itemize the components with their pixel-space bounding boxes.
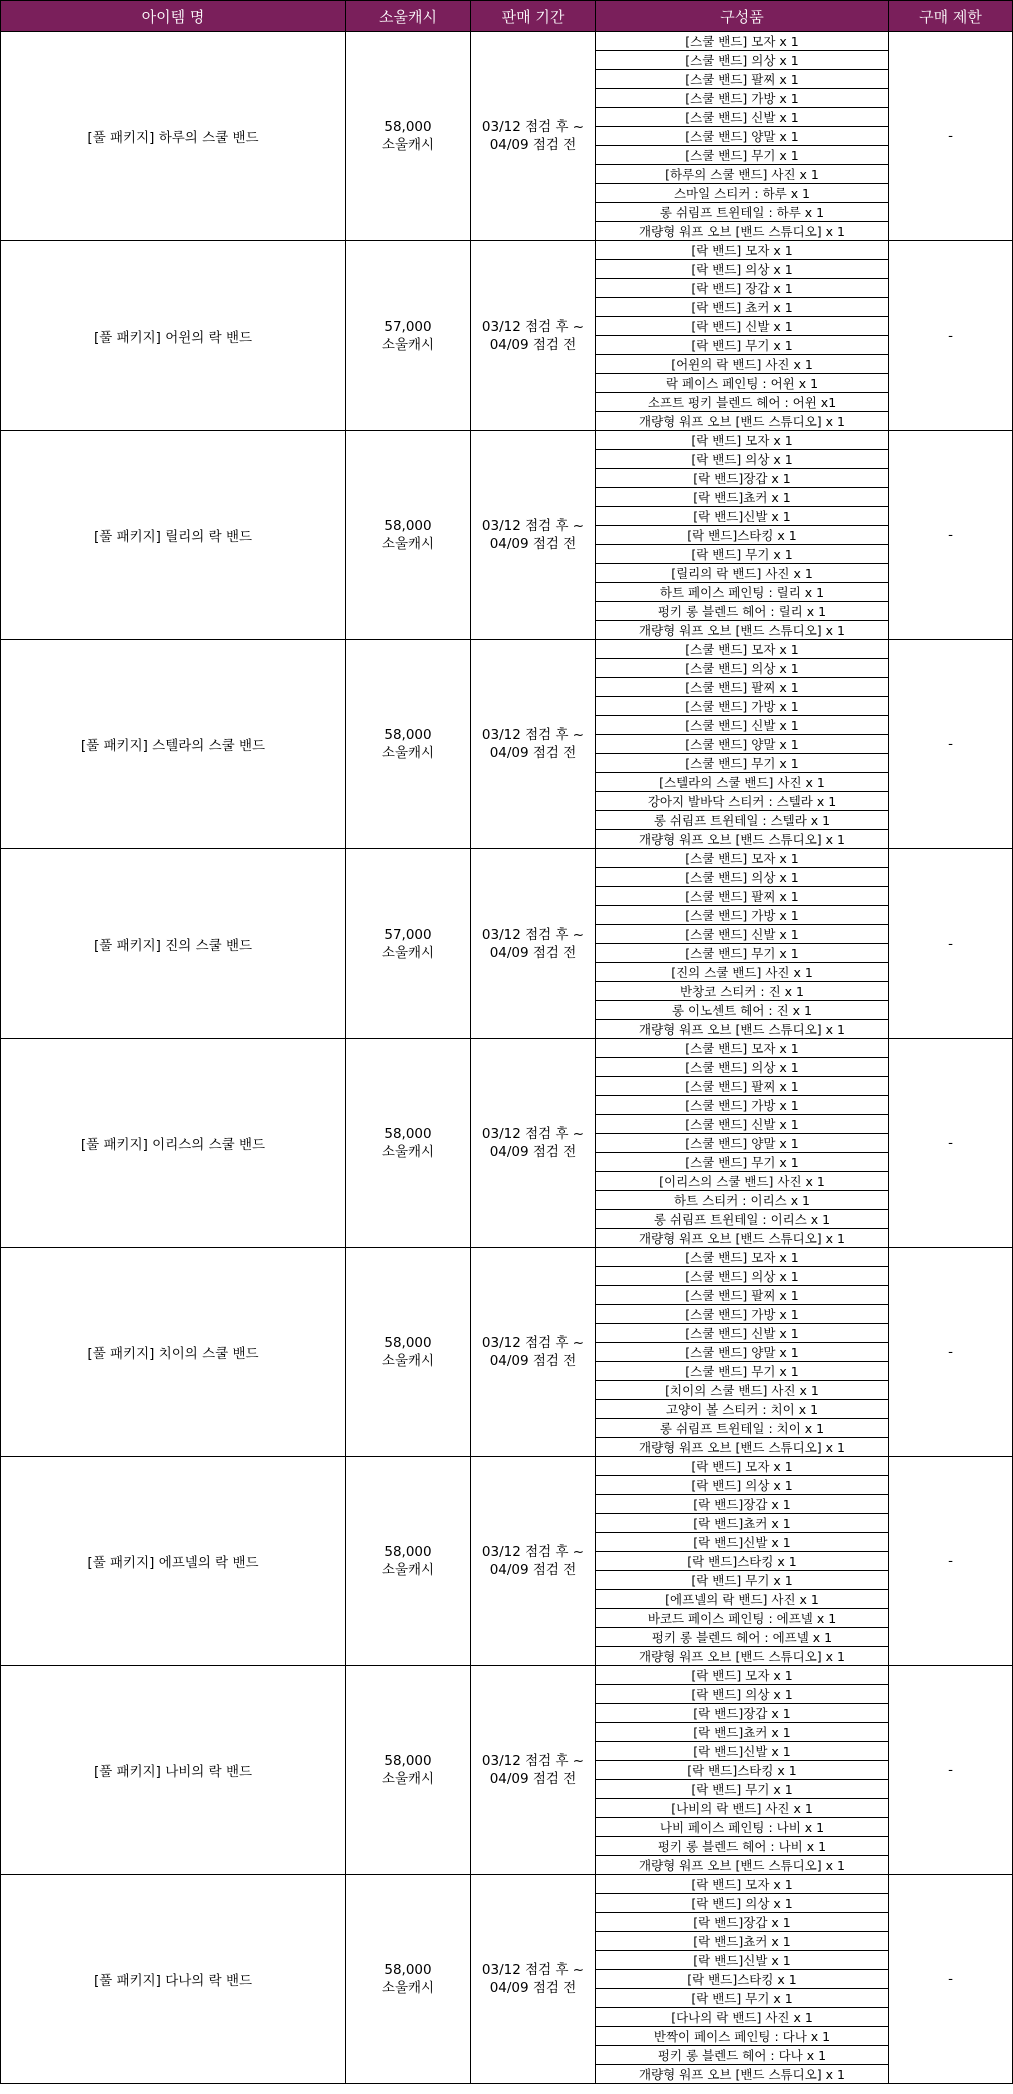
component-item: [어윈의 락 밴드] 사진 x 1 <box>596 355 889 374</box>
component-item: 고양이 볼 스티커 : 치이 x 1 <box>596 1400 889 1419</box>
component-item: [스쿨 밴드] 신발 x 1 <box>596 108 889 127</box>
package-currency: 소울캐시 <box>381 536 435 552</box>
component-item: [락 밴드] 모자 x 1 <box>596 431 889 450</box>
component-item: [스쿨 밴드] 팔찌 x 1 <box>596 887 889 906</box>
package-price-cell <box>346 1875 471 2084</box>
package-name: [풀 패키지] 이리스의 스쿨 밴드 <box>1 1039 346 1248</box>
component-item: [스쿨 밴드] 가방 x 1 <box>596 89 889 108</box>
package-price: 58,000 <box>384 1335 432 1351</box>
purchase-limit: - <box>889 1875 1013 2084</box>
period-end: 04/09 점검 전 <box>489 944 577 961</box>
component-item: [락 밴드]쵸커 x 1 <box>596 1514 889 1533</box>
package-currency: 소울캐시 <box>381 1771 435 1787</box>
header-purchase-limit: 구매 제한 <box>889 1 1013 32</box>
component-item: [스쿨 밴드] 의상 x 1 <box>596 1267 889 1286</box>
component-item: [스쿨 밴드] 무기 x 1 <box>596 754 889 773</box>
header-soul-cash: 소울캐시 <box>346 1 471 32</box>
component-item: [릴리의 락 밴드] 사진 x 1 <box>596 564 889 583</box>
component-item: 롱 이노센트 헤어 : 진 x 1 <box>596 1001 889 1020</box>
package-currency: 소울캐시 <box>381 1144 435 1160</box>
package-currency: 소울캐시 <box>381 137 435 153</box>
table-row <box>1 241 1013 260</box>
purchase-limit: - <box>889 1666 1013 1875</box>
table-row <box>1 1248 1013 1267</box>
purchase-limit: - <box>889 1248 1013 1457</box>
period-end: 04/09 점검 전 <box>489 1980 577 1996</box>
component-item: 개량형 워프 오브 [밴드 스튜디오] x 1 <box>596 830 889 849</box>
package-price: 58,000 <box>384 727 432 743</box>
package-period-cell <box>471 431 596 640</box>
component-item: [스쿨 밴드] 팔찌 x 1 <box>596 1286 889 1305</box>
package-price-cell <box>346 1039 471 1248</box>
component-item: [이리스의 스쿨 밴드] 사진 x 1 <box>596 1172 889 1191</box>
component-item: [스쿨 밴드] 무기 x 1 <box>596 944 889 963</box>
package-price: 58,000 <box>384 1126 432 1142</box>
component-item: 펑키 롱 블렌드 헤어 : 다나 x 1 <box>596 2046 889 2065</box>
package-price: 58,000 <box>384 119 432 135</box>
component-item: [스쿨 밴드] 팔찌 x 1 <box>596 678 889 697</box>
component-item: [스쿨 밴드] 모자 x 1 <box>596 640 889 659</box>
period-start: 03/12 점검 후 ~ <box>481 1335 585 1351</box>
component-item: 펑키 롱 블렌드 헤어 : 릴리 x 1 <box>596 602 889 621</box>
package-name: [풀 패키지] 릴리의 락 밴드 <box>1 431 346 640</box>
component-item: [락 밴드] 의상 x 1 <box>596 1476 889 1495</box>
component-item: [락 밴드]스타킹 x 1 <box>596 1970 889 1989</box>
component-item: [락 밴드] 쵸커 x 1 <box>596 298 889 317</box>
component-item: [락 밴드] 무기 x 1 <box>596 1780 889 1799</box>
component-item: [다나의 락 밴드] 사진 x 1 <box>596 2008 889 2027</box>
component-item: [스쿨 밴드] 무기 x 1 <box>596 1153 889 1172</box>
component-item: [락 밴드] 의상 x 1 <box>596 260 889 279</box>
component-item: [스쿨 밴드] 팔찌 x 1 <box>596 1077 889 1096</box>
component-item: [스쿨 밴드] 가방 x 1 <box>596 1096 889 1115</box>
package-period-cell <box>471 1457 596 1666</box>
period-start: 03/12 점검 후 ~ <box>481 1962 585 1978</box>
package-currency: 소울캐시 <box>381 336 435 353</box>
component-item: [스쿨 밴드] 양말 x 1 <box>596 1134 889 1153</box>
package-period-cell <box>471 1666 596 1875</box>
component-item: [치이의 스쿨 밴드] 사진 x 1 <box>596 1381 889 1400</box>
component-item: [락 밴드]신발 x 1 <box>596 1951 889 1970</box>
package-price: 58,000 <box>384 1544 432 1560</box>
package-name: [풀 패키지] 진의 스쿨 밴드 <box>1 849 346 1039</box>
component-item: [락 밴드] 모자 x 1 <box>596 1666 889 1685</box>
component-item: [스쿨 밴드] 가방 x 1 <box>596 697 889 716</box>
component-item: 롱 쉬림프 트윈테일 : 스텔라 x 1 <box>596 811 889 830</box>
component-item: 소프트 펑키 블렌드 헤어 : 어윈 x1 <box>596 393 889 412</box>
package-price-cell <box>346 849 471 1039</box>
component-item: 개량형 워프 오브 [밴드 스튜디오] x 1 <box>596 2065 889 2084</box>
package-period-cell <box>471 640 596 849</box>
purchase-limit: - <box>889 640 1013 849</box>
package-currency: 소울캐시 <box>381 1980 435 1996</box>
component-item: [스쿨 밴드] 무기 x 1 <box>596 146 889 165</box>
component-item: [스쿨 밴드] 양말 x 1 <box>596 127 889 146</box>
component-item: 락 페이스 페인팅 : 어윈 x 1 <box>596 374 889 393</box>
component-item: [나비의 락 밴드] 사진 x 1 <box>596 1799 889 1818</box>
component-item: [스쿨 밴드] 의상 x 1 <box>596 868 889 887</box>
package-period-cell <box>471 241 596 431</box>
period-end: 04/09 점검 전 <box>489 1353 577 1369</box>
component-item: 펑키 롱 블렌드 헤어 : 에프넬 x 1 <box>596 1628 889 1647</box>
component-item: [진의 스쿨 밴드] 사진 x 1 <box>596 963 889 982</box>
component-item: 개량형 워프 오브 [밴드 스튜디오] x 1 <box>596 1438 889 1457</box>
component-item: [락 밴드]스타킹 x 1 <box>596 1761 889 1780</box>
purchase-limit: - <box>889 32 1013 241</box>
component-item: 반창코 스티커 : 진 x 1 <box>596 982 889 1001</box>
component-item: [락 밴드]신발 x 1 <box>596 507 889 526</box>
component-item: 롱 쉬림프 트윈테일 : 치이 x 1 <box>596 1419 889 1438</box>
component-item: [스쿨 밴드] 신발 x 1 <box>596 925 889 944</box>
package-period-cell <box>471 849 596 1039</box>
component-item: [락 밴드]장갑 x 1 <box>596 1704 889 1723</box>
package-price: 58,000 <box>384 518 432 534</box>
period-start: 03/12 점검 후 ~ <box>481 318 585 335</box>
period-start: 03/12 점검 후 ~ <box>481 518 585 534</box>
component-item: [스쿨 밴드] 양말 x 1 <box>596 1343 889 1362</box>
component-item: 개량형 워프 오브 [밴드 스튜디오] x 1 <box>596 1020 889 1039</box>
table-row <box>1 431 1013 450</box>
component-item: 강아지 발바닥 스티커 : 스텔라 x 1 <box>596 792 889 811</box>
component-item: [락 밴드]스타킹 x 1 <box>596 526 889 545</box>
package-currency: 소울캐시 <box>381 1562 435 1578</box>
component-item: [락 밴드] 모자 x 1 <box>596 1457 889 1476</box>
period-end: 04/09 점검 전 <box>489 1771 577 1787</box>
component-item: [락 밴드] 의상 x 1 <box>596 1685 889 1704</box>
package-period-cell <box>471 1039 596 1248</box>
period-start: 03/12 점검 후 ~ <box>481 926 585 943</box>
package-name: [풀 패키지] 다나의 락 밴드 <box>1 1875 346 2084</box>
package-price: 57,000 <box>384 318 432 335</box>
table-row <box>1 640 1013 659</box>
component-item: [락 밴드] 장갑 x 1 <box>596 279 889 298</box>
package-price-cell <box>346 640 471 849</box>
component-item: [스텔라의 스쿨 밴드] 사진 x 1 <box>596 773 889 792</box>
period-end: 04/09 점검 전 <box>489 536 577 552</box>
package-price-cell <box>346 241 471 431</box>
component-item: [스쿨 밴드] 의상 x 1 <box>596 659 889 678</box>
component-item: [락 밴드]스타킹 x 1 <box>596 1552 889 1571</box>
component-item: 개량형 워프 오브 [밴드 스튜디오] x 1 <box>596 1856 889 1875</box>
period-start: 03/12 점검 후 ~ <box>481 1544 585 1560</box>
component-item: [스쿨 밴드] 신발 x 1 <box>596 1115 889 1134</box>
purchase-limit: - <box>889 1039 1013 1248</box>
component-item: 반짝이 페이스 페인팅 : 다나 x 1 <box>596 2027 889 2046</box>
period-end: 04/09 점검 전 <box>489 745 577 761</box>
table-row <box>1 1039 1013 1058</box>
period-start: 03/12 점검 후 ~ <box>481 1126 585 1142</box>
component-item: [스쿨 밴드] 모자 x 1 <box>596 32 889 51</box>
component-item: [스쿨 밴드] 모자 x 1 <box>596 1039 889 1058</box>
component-item: 개량형 워프 오브 [밴드 스튜디오] x 1 <box>596 1647 889 1666</box>
component-item: 펑키 롱 블렌드 헤어 : 나비 x 1 <box>596 1837 889 1856</box>
component-item: 개량형 워프 오브 [밴드 스튜디오] x 1 <box>596 1229 889 1248</box>
purchase-limit: - <box>889 241 1013 431</box>
table-row <box>1 849 1013 868</box>
package-period-cell <box>471 1248 596 1457</box>
component-item: [락 밴드] 무기 x 1 <box>596 545 889 564</box>
period-end: 04/09 점검 전 <box>489 336 577 353</box>
package-period-cell <box>471 1875 596 2084</box>
component-item: 하트 스티커 : 이리스 x 1 <box>596 1191 889 1210</box>
package-price-cell <box>346 1666 471 1875</box>
purchase-limit: - <box>889 431 1013 640</box>
component-item: 나비 페이스 페인팅 : 나비 x 1 <box>596 1818 889 1837</box>
package-currency: 소울캐시 <box>381 1353 435 1369</box>
component-item: [락 밴드] 의상 x 1 <box>596 1894 889 1913</box>
package-price-cell <box>346 1457 471 1666</box>
component-item: 개량형 워프 오브 [밴드 스튜디오] x 1 <box>596 222 889 241</box>
period-start: 03/12 점검 후 ~ <box>481 727 585 743</box>
component-item: [스쿨 밴드] 가방 x 1 <box>596 1305 889 1324</box>
component-item: [락 밴드] 모자 x 1 <box>596 1875 889 1894</box>
component-item: 개량형 워프 오브 [밴드 스튜디오] x 1 <box>596 621 889 640</box>
component-item: [락 밴드] 의상 x 1 <box>596 450 889 469</box>
header-item-name: 아이템 명 <box>1 1 346 32</box>
package-price-cell <box>346 1248 471 1457</box>
header-row <box>1 1 1013 32</box>
component-item: [스쿨 밴드] 모자 x 1 <box>596 1248 889 1267</box>
package-price-cell <box>346 32 471 241</box>
package-price-cell <box>346 431 471 640</box>
component-item: [락 밴드]쵸커 x 1 <box>596 1723 889 1742</box>
period-start: 03/12 점검 후 ~ <box>481 119 585 135</box>
component-item: [락 밴드]쵸커 x 1 <box>596 488 889 507</box>
component-item: [락 밴드]장갑 x 1 <box>596 1495 889 1514</box>
header-components: 구성품 <box>596 1 889 32</box>
table-row <box>1 1875 1013 1894</box>
header-sale-period: 판매 기간 <box>471 1 596 32</box>
component-item: [락 밴드] 무기 x 1 <box>596 1989 889 2008</box>
component-item: [락 밴드] 모자 x 1 <box>596 241 889 260</box>
purchase-limit: - <box>889 1457 1013 1666</box>
component-item: 하트 페이스 페인팅 : 릴리 x 1 <box>596 583 889 602</box>
package-period-cell <box>471 32 596 241</box>
table-row <box>1 1666 1013 1685</box>
component-item: [스쿨 밴드] 팔찌 x 1 <box>596 70 889 89</box>
package-name: [풀 패키지] 치이의 스쿨 밴드 <box>1 1248 346 1457</box>
package-name: [풀 패키지] 에프넬의 락 밴드 <box>1 1457 346 1666</box>
component-item: [락 밴드]장갑 x 1 <box>596 469 889 488</box>
component-item: 개량형 워프 오브 [밴드 스튜디오] x 1 <box>596 412 889 431</box>
component-item: 스마일 스티커 : 하루 x 1 <box>596 184 889 203</box>
component-item: [스쿨 밴드] 신발 x 1 <box>596 716 889 735</box>
package-currency: 소울캐시 <box>381 745 435 761</box>
component-item: [스쿨 밴드] 가방 x 1 <box>596 906 889 925</box>
purchase-limit: - <box>889 849 1013 1039</box>
component-item: 바코드 페이스 페인팅 : 에프넬 x 1 <box>596 1609 889 1628</box>
component-item: [락 밴드] 무기 x 1 <box>596 1571 889 1590</box>
component-item: [스쿨 밴드] 의상 x 1 <box>596 51 889 70</box>
component-item: [락 밴드]신발 x 1 <box>596 1533 889 1552</box>
component-item: [스쿨 밴드] 무기 x 1 <box>596 1362 889 1381</box>
package-name: [풀 패키지] 하루의 스쿨 밴드 <box>1 32 346 241</box>
package-name: [풀 패키지] 어윈의 락 밴드 <box>1 241 346 431</box>
component-item: [락 밴드] 신발 x 1 <box>596 317 889 336</box>
package-name: [풀 패키지] 스텔라의 스쿨 밴드 <box>1 640 346 849</box>
component-item: [스쿨 밴드] 모자 x 1 <box>596 849 889 868</box>
period-end: 04/09 점검 전 <box>489 1562 577 1578</box>
period-end: 04/09 점검 전 <box>489 137 577 153</box>
component-item: [에프넬의 락 밴드] 사진 x 1 <box>596 1590 889 1609</box>
period-start: 03/12 점검 후 ~ <box>481 1753 585 1769</box>
table-row <box>1 32 1013 51</box>
component-item: [락 밴드]신발 x 1 <box>596 1742 889 1761</box>
package-price: 58,000 <box>384 1962 432 1978</box>
package-price: 57,000 <box>384 926 432 943</box>
component-item: [하루의 스쿨 밴드] 사진 x 1 <box>596 165 889 184</box>
component-item: 롱 쉬림프 트윈테일 : 하루 x 1 <box>596 203 889 222</box>
component-item: [스쿨 밴드] 의상 x 1 <box>596 1058 889 1077</box>
component-item: [락 밴드]쵸커 x 1 <box>596 1932 889 1951</box>
package-currency: 소울캐시 <box>381 944 435 961</box>
package-name: [풀 패키지] 나비의 락 밴드 <box>1 1666 346 1875</box>
table-row <box>1 1457 1013 1476</box>
component-item: [락 밴드] 무기 x 1 <box>596 336 889 355</box>
component-item: [스쿨 밴드] 양말 x 1 <box>596 735 889 754</box>
package-price: 58,000 <box>384 1753 432 1769</box>
component-item: [락 밴드]장갑 x 1 <box>596 1913 889 1932</box>
period-end: 04/09 점검 전 <box>489 1144 577 1160</box>
component-item: [스쿨 밴드] 신발 x 1 <box>596 1324 889 1343</box>
component-item: 롱 쉬림프 트윈테일 : 이리스 x 1 <box>596 1210 889 1229</box>
